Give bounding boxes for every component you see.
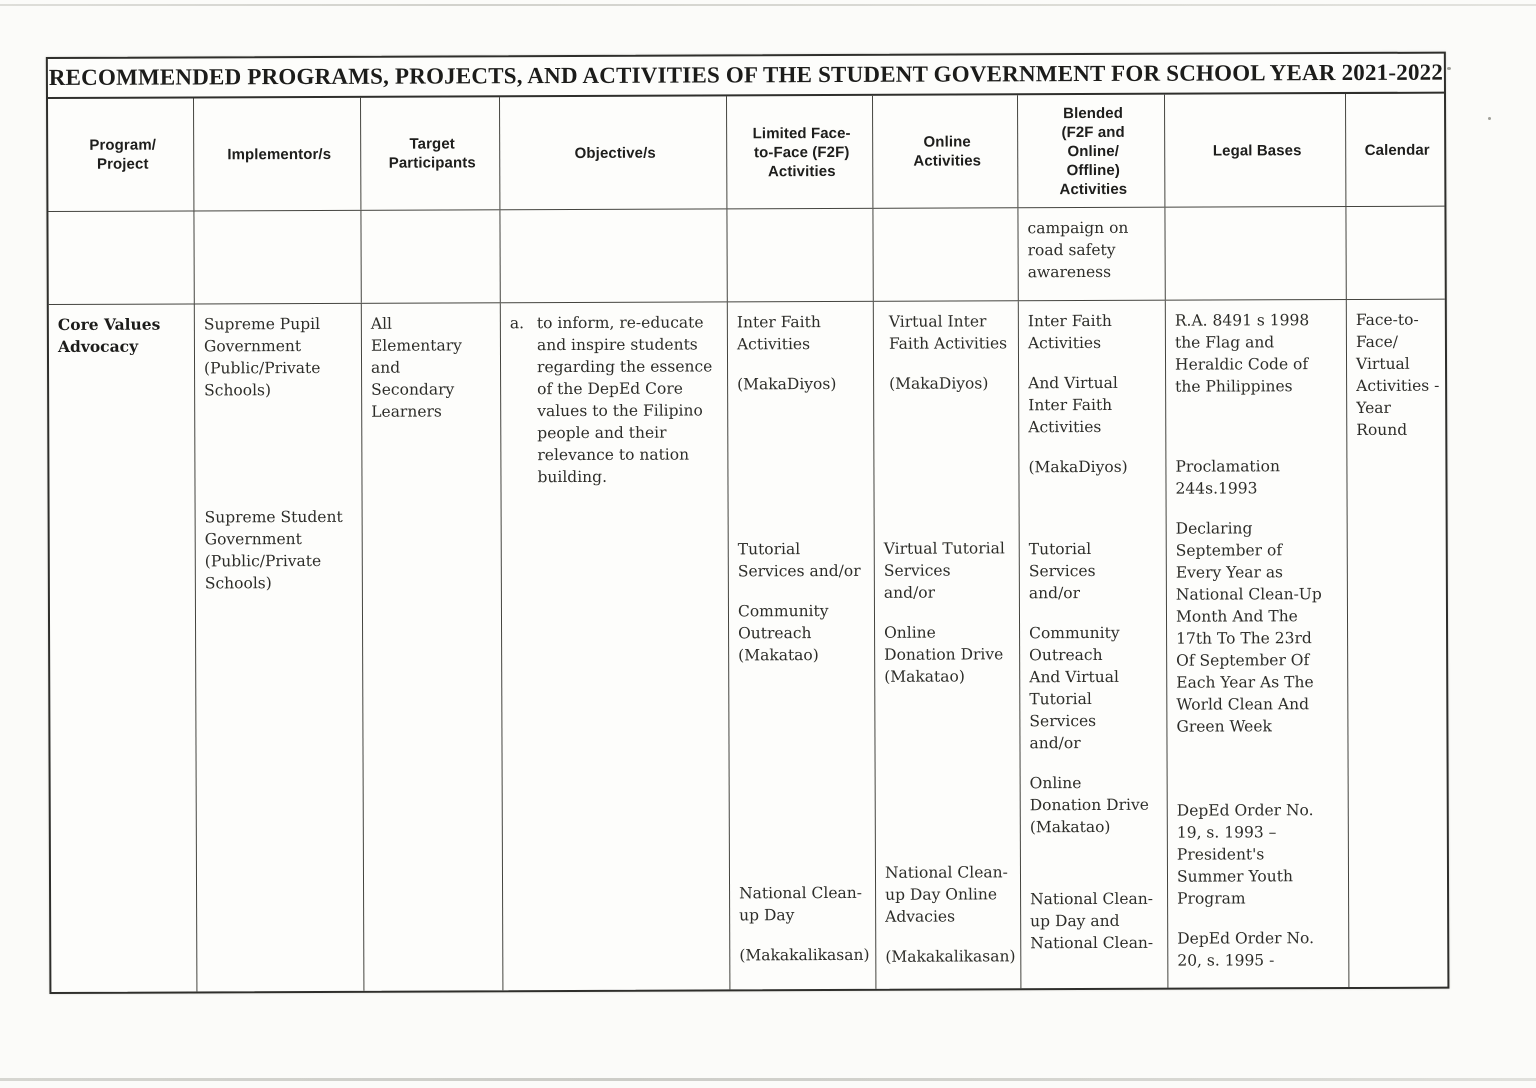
column-header-program-project: Program/ Project (48, 98, 194, 211)
row-core-values-advocacy (49, 299, 1448, 992)
scan-speck (1447, 67, 1451, 70)
blended-activity-entry: (MakaDiyos) (1028, 457, 1128, 477)
online-activity-entry: Virtual Tutorial Services and/or (883, 539, 1005, 602)
f2f-activity-entry: Tutorial Services and/or (737, 540, 861, 581)
legal-basis-entry: DepEd Order No. 19, s. 1993 – President's Summer Youth Program (1176, 801, 1314, 908)
blended-activity-entry: Tutorial Services and/or (1028, 539, 1096, 603)
cell-program-project (49, 304, 198, 992)
blended-activity-entry: campaign on road safety awareness (1027, 218, 1129, 282)
table-title-row (48, 54, 1444, 99)
f2f-activity-entry: (Makakalikasan) (739, 945, 870, 965)
program-name: Core Values Advocacy (57, 314, 161, 356)
f2f-activity-entry: Community Outreach (Makatao) (737, 602, 829, 665)
cell-limited-f2f-activities (728, 302, 877, 990)
objective-text: to inform, re-educate and inspire students regarding the essence of the DepEd Core values to the Filipino people and their relevance to nation building. (536, 313, 713, 487)
column-header-online-activities: Online Activities (873, 95, 1018, 208)
online-activity-entry: (Makakalikasan) (885, 947, 1016, 966)
cell-objectives (501, 302, 731, 990)
online-activity-entry: Virtual Inter Faith Activities (888, 312, 1008, 353)
scan-artifact-bottom-line (0, 1078, 1536, 1081)
f2f-activity-entry: National Clean- up Day (739, 883, 862, 925)
table-header-row (48, 94, 1444, 211)
scan-artifact-top-line (0, 4, 1536, 6)
cell-program-project-empty (48, 211, 194, 304)
programs-table (46, 52, 1450, 994)
implementor-entry: Supreme Pupil Government (Public/Private Schools) (203, 314, 321, 400)
cell-target-participants (362, 303, 504, 991)
blended-activity-entry: Inter Faith Activities (1027, 311, 1112, 353)
blended-activity-entry: Online Donation Drive (Makatao) (1029, 774, 1149, 837)
online-activity-entry: National Clean- up Day Online Advacies (884, 863, 1008, 926)
column-header-target-participants: Target Participants (361, 97, 500, 210)
table-title: RECOMMENDED PROGRAMS, PROJECTS, AND ACTIVITIES OF THE STUDENT GOVERNMENT FOR SCHOOL YEAR 2021-2022 (48, 59, 1444, 90)
cell-blended-continued (1018, 208, 1165, 301)
cell-target-participants-empty (361, 210, 500, 303)
target-participants-text: All Elementary and Secondary Learners (370, 314, 462, 421)
objective-item (510, 311, 723, 488)
cell-online-empty (873, 208, 1018, 301)
cell-implementors (195, 304, 365, 992)
scan-speck (1488, 117, 1491, 120)
column-header-blended-activities: Blended (F2F and Online/ Offline) Activities (1018, 95, 1165, 208)
online-activity-entry: Online Donation Drive (Makatao) (884, 623, 1004, 686)
legal-basis-entry: Proclamation 244s.1993 (1175, 457, 1280, 498)
column-header-implementors: Implementor/s (194, 98, 361, 211)
blended-activity-entry: Community Outreach And Virtual Tutorial Services and/or (1029, 623, 1120, 753)
cell-calendar-empty (1346, 207, 1444, 299)
column-header-legal-bases: Legal Bases (1165, 94, 1346, 207)
f2f-activity-entry: Inter Faith Activities (736, 313, 821, 354)
cell-legal-bases-empty (1165, 207, 1346, 300)
cell-objectives-empty (500, 209, 727, 302)
blended-activity-entry: And Virtual Inter Faith Activities (1028, 373, 1118, 437)
column-header-limited-f2f-activities: Limited Face- to-Face (F2F) Activities (727, 96, 873, 209)
column-header-calendar: Calendar (1364, 141, 1430, 159)
objective-list-marker: a. (509, 314, 525, 333)
calendar-entry: Face-to- Face/ Virtual Activities - Year Round (1355, 310, 1440, 439)
legal-basis-entry: R.A. 8491 s 1998 the Flag and Heraldic Code of the Philippines (1174, 311, 1310, 396)
column-header-objectives: Objective/s (500, 96, 727, 209)
cell-online-activities (874, 301, 1022, 989)
f2f-activity-entry: (MakaDiyos) (737, 374, 837, 394)
blended-activity-entry: National Clean- up Day and National Clean- (1030, 889, 1154, 953)
online-activity-entry: (MakaDiyos) (889, 374, 989, 393)
implementor-entry: Supreme Student Government (Public/Private Schools) (204, 507, 343, 593)
cell-limited-f2f-empty (727, 209, 873, 302)
cell-implementors-empty (194, 211, 361, 304)
cell-legal-bases (1166, 300, 1350, 988)
cell-calendar (1347, 300, 1448, 987)
row-continued-from-previous (48, 206, 1444, 304)
legal-basis-entry: DepEd Order No. 20, s. 1995 - (1177, 929, 1315, 970)
cell-blended-activities (1019, 301, 1169, 989)
legal-basis-entry: Declaring September of Every Year as National Clean-Up Month And The 17th To The 23rd Of September Of Each Year As The World Clean And Green Week (1175, 519, 1322, 736)
